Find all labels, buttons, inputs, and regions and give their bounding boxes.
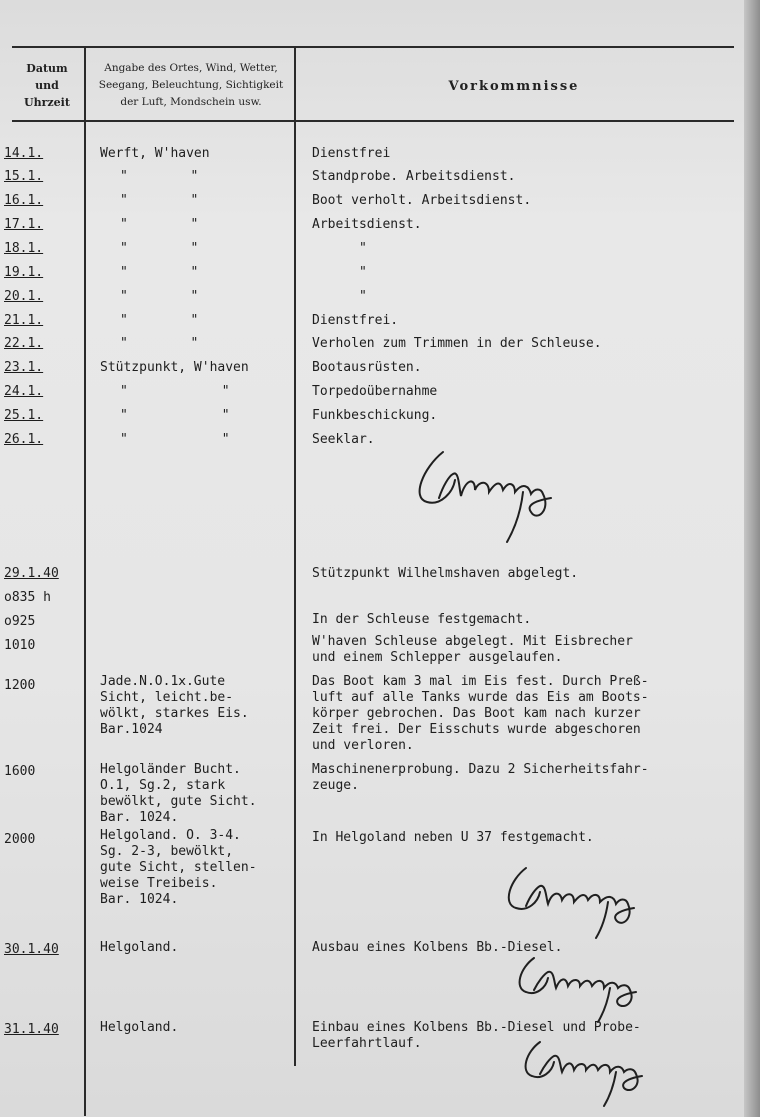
row-place: Jade.N.O.1ⅹ.Gute Sicht, leicht.be- wölkt, starkes Eis. Bar.1024 [100,674,249,737]
row-place: " " [120,193,199,208]
row-date: 26.1. [4,432,44,447]
row-place: " " [120,313,199,328]
row-event: Arbeitsdienst. [312,217,422,232]
row-place: " " [120,289,199,304]
row-event: " [312,289,367,304]
row-event: Boot verholt. Arbeitsdienst. [312,193,532,208]
row-event: Funkbeschickung. [312,408,438,423]
row-event: In der Schleuse festgemacht. [312,612,532,627]
row-event: W'haven Schleuse abgelegt. Mit Eisbrecher und einem Schlepper ausgelaufen. [312,634,633,665]
row-date: 21.1. [4,313,44,328]
row-event: Bootausrüsten. [312,360,422,375]
header-date-column: Datum und Uhrzeit [24,62,70,109]
row-event: Dienstfrei [312,146,391,161]
header-place-column: Angabe des Ortes, Wind, Wetter, Seegang, Beleuchtung, Sichtigkeit der Luft, Mondschein usw. [98,62,284,108]
row-event: Ausbau eines Kolbens Bb.-Diesel. [312,940,563,955]
signature [496,862,646,942]
signature [508,952,648,1024]
row-date: 29.1.40 [4,566,59,581]
row-date: 17.1. [4,217,44,232]
row-place: " " [120,432,230,447]
row-event: Stützpunkt Wilhelmshaven abgelegt. [312,566,579,581]
row-date: 2000 [4,832,36,847]
row-place: Helgoländer Bucht. O.1, Sg.2, stark bewölkt, gute Sicht. Bar. 1024. [100,762,257,825]
header-events-column: Vorkommnisse [448,79,580,94]
row-place: " " [120,241,199,256]
row-place: " " [120,169,199,184]
row-date: 1200 [4,678,36,693]
row-event: In Helgoland neben U 37 festgemacht. [312,830,594,845]
column-divider-place [294,46,296,1066]
row-date: 20.1. [4,289,44,304]
table-top-rule [12,46,734,48]
row-place: " " [120,265,199,280]
row-date: 15.1. [4,169,44,184]
row-event: " [312,265,367,280]
row-event: Torpedoübernahme [312,384,438,399]
column-divider-date [84,46,86,1116]
row-place: Stützpunkt, W'haven [100,360,249,375]
row-date: 16.1. [4,193,44,208]
row-place: Werft, W'haven [100,146,210,161]
row-event: Standprobe. Arbeitsdienst. [312,169,516,184]
row-event: Einbau eines Kolbens Bb.-Diesel und Probe- Leerfahrtlauf. [312,1020,641,1051]
row-date: 23.1. [4,360,44,375]
row-place: Helgoland. O. 3-4. Sg. 2-3, bewölkt, gute Sicht, stellen- weise Treibeis. Bar. 1024. [100,828,257,907]
row-event: Dienstfrei. [312,313,399,328]
row-place: " " [120,408,230,423]
row-date: 19.1. [4,265,44,280]
row-date: 18.1. [4,241,44,256]
row-place: Helgoland. [100,1020,179,1035]
row-event: " [312,241,367,256]
row-date: 1600 [4,764,36,779]
row-date: 31.1.40 [4,1022,59,1037]
signature [405,440,565,545]
row-date: 30.1.40 [4,942,59,957]
header-bottom-rule [12,120,734,122]
row-date: 24.1. [4,384,44,399]
row-place: " " [120,384,230,399]
row-date: o925 [4,614,36,629]
row-date: 14.1. [4,146,44,161]
row-place: " " [120,336,199,351]
row-date: 25.1. [4,408,44,423]
row-event: Das Boot kam 3 mal im Eis fest. Durch Preß- luft auf alle Tanks wurde das Eis am Boots- körper gebrochen. Das Boot kam nach kurzer Zeit frei. Der Eisschuts wurde abgeschoren und verloren. [312,674,649,753]
row-event: Seeklar. [312,432,375,447]
row-date: 1010 [4,638,36,653]
row-place: Helgoland. [100,940,179,955]
signature [514,1036,654,1108]
row-event: Verholen zum Trimmen in der Schleuse. [312,336,602,351]
page-edge-shadow [744,0,760,1117]
row-date: 22.1. [4,336,44,351]
row-date: o835 h [4,590,51,605]
row-place: " " [120,217,199,232]
row-event: Maschinenerprobung. Dazu 2 Sicherheitsfahr- zeuge. [312,762,649,793]
